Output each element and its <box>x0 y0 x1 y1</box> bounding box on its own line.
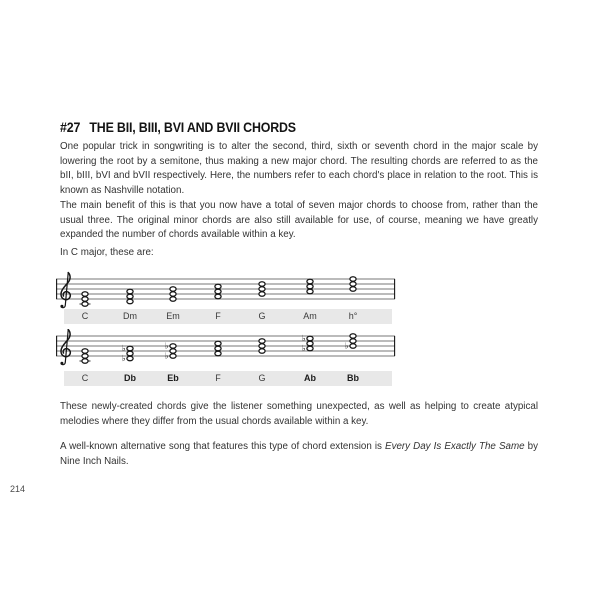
flat-icon: ♭ <box>301 334 306 345</box>
label-bar-background <box>64 371 392 386</box>
chord-label-Eb: Eb <box>167 373 179 383</box>
chord-Bb <box>345 334 356 352</box>
chord-label-G: G <box>258 311 266 321</box>
song-title: Every Day Is Exactly The Same <box>385 441 525 452</box>
lead-in-text: In C major, these are: <box>60 247 154 258</box>
chord-label-F: F <box>215 373 221 383</box>
flat-icon: ♭ <box>164 341 169 352</box>
chord-label-Am: Am <box>303 311 317 321</box>
flat-icon: ♭ <box>121 344 126 355</box>
paragraph-intro-2: The main benefit of this is that you now have a total of seven major chords to choose from, rather than the usual three. The original minor chords are also still available for use, of course, meaning we have greatly expanded the number of chords available within a key. <box>60 199 538 241</box>
song-reference-before: A well-known alternative song that features this type of chord extension is <box>60 441 386 452</box>
chord-F <box>215 341 221 356</box>
chord-Db <box>122 344 133 364</box>
flat-icon: ♭ <box>344 341 349 352</box>
chord-label-C: C <box>81 311 89 321</box>
treble-clef-icon <box>60 273 70 308</box>
chord-label-Ab: Ab <box>304 373 316 383</box>
chord-Dm <box>127 289 133 304</box>
label-bar-background <box>64 309 392 324</box>
music-staff-diatonic <box>56 271 396 313</box>
chord-label-C: C <box>81 373 89 383</box>
song-reference-after: by Nine Inch Nails. <box>60 441 538 467</box>
paragraph-song-reference <box>60 440 538 469</box>
section-title-text: THE BII, BIII, BVI AND BVII CHORDS <box>89 120 296 135</box>
chord-label-bar-flattened <box>64 371 392 386</box>
treble-clef-icon <box>60 330 70 365</box>
chord-label-F: F <box>215 311 221 321</box>
paragraph-after-staves: These newly-created chords give the listener something unexpected, as well as helping to create atypical melodies where they differ from the usual chords available within a key. <box>60 401 538 427</box>
chord-label-Dm: Dm <box>123 311 137 321</box>
section-title <box>60 120 520 135</box>
chord-Am <box>307 279 313 294</box>
chord-label-h°: h° <box>348 311 358 321</box>
music-staff-flattened <box>56 329 396 371</box>
flat-icon: ♭ <box>164 351 169 362</box>
staff-svg <box>56 329 396 371</box>
page-number: 214 <box>10 484 26 494</box>
flat-icon: ♭ <box>121 354 126 365</box>
chord-G <box>259 339 265 354</box>
chord-label-Db: Db <box>124 373 136 383</box>
intro-paragraphs <box>60 140 538 243</box>
chord-F <box>215 284 221 299</box>
chord-Em <box>170 287 176 302</box>
chord-label-Bb: Bb <box>347 373 359 383</box>
paragraph-intro-1: One popular trick in songwriting is to alter the second, third, sixth or seventh chord in the major scale by lowering the root by a semitone, thus making a new major chord. The resulting chords are referred to as the bII, bIII, bVI and bVII respectively. Here, the numbers refer to each chord's place in relation to the root. This is known as Nashville notation. <box>60 141 538 197</box>
chord-label-Em: Em <box>166 311 180 321</box>
staff-svg <box>56 271 396 313</box>
chord-G <box>259 282 265 297</box>
flat-icon: ♭ <box>301 344 306 355</box>
chord-label-bar-diatonic <box>64 309 392 324</box>
chord-Eb <box>165 342 176 362</box>
section-number: #27 <box>60 120 81 135</box>
chord-h° <box>350 277 356 292</box>
chord-label-G: G <box>258 373 266 383</box>
